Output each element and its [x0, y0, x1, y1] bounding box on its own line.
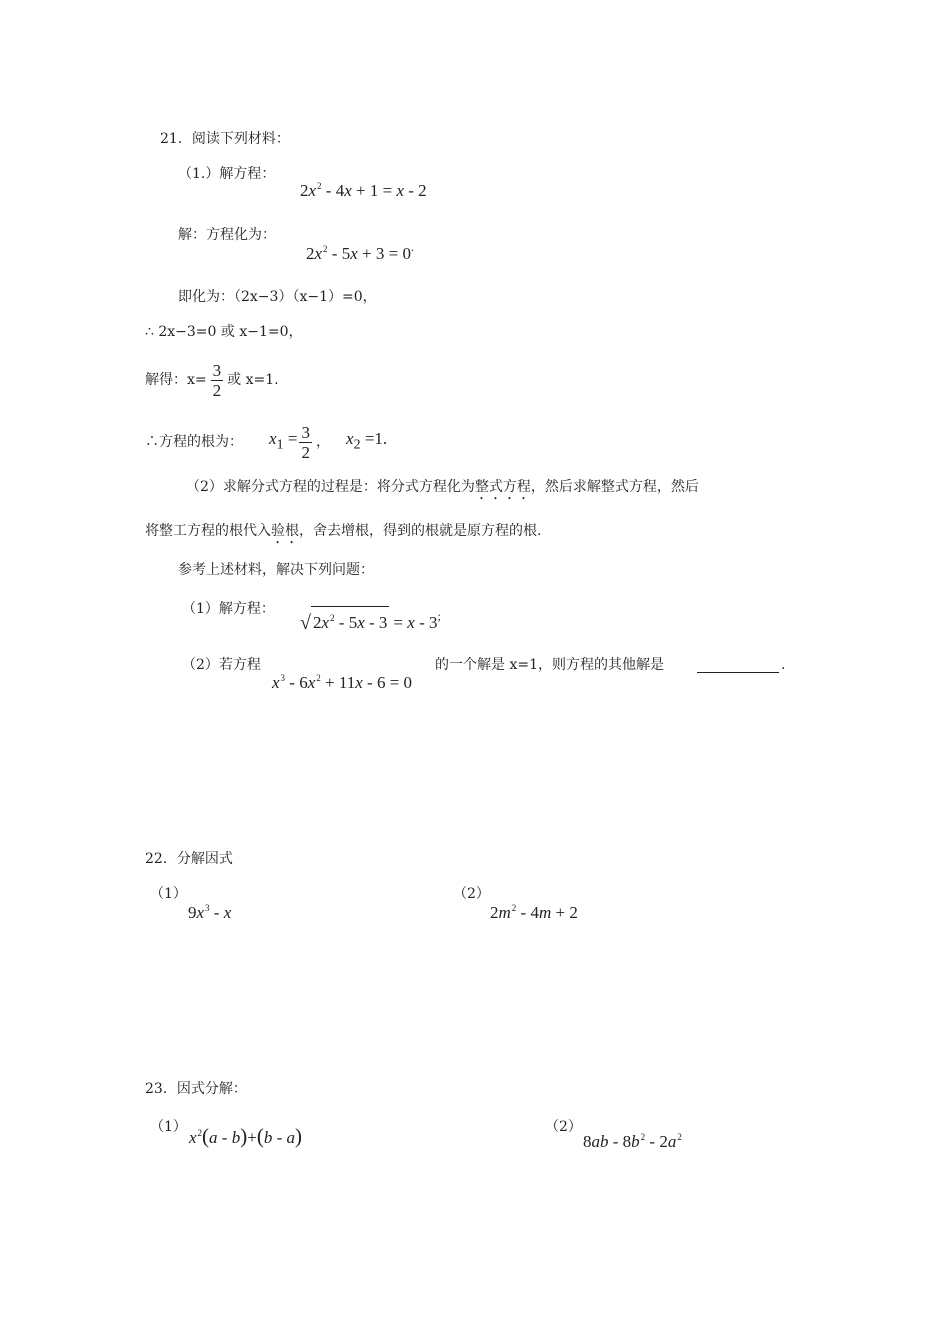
q23-label-2: （2）: [545, 1119, 582, 1135]
q21-solution-label: 解：方程化为：: [178, 227, 276, 243]
q21-task2-suffix: 的一个解是 x=1，则方程的其他解是: [435, 657, 664, 673]
emphasis-integral-equation: 整式方程: [474, 479, 531, 495]
q21-step-cases: ∴ 2x−3=0 或 x−1=0，: [145, 324, 303, 340]
q21-task1-equation: √ $2x^2 - 5x - 3$ = x - 3;: [300, 606, 441, 633]
q21-step-factored: 即化为：（2x−3）（x−1）=0，: [178, 289, 377, 305]
q21-solve-suffix: 或 x=1.: [227, 372, 279, 388]
q21-solve-prefix: 解得：x=: [145, 372, 207, 388]
emphasis-verify-root: 验根: [271, 523, 299, 539]
q21-step-solve: [145, 358, 279, 402]
q21-equation-2: $2x^2 - 5x + 3 = 0^.$: [306, 240, 414, 263]
q22-expression-2: $2m^2 - 4m + 2$: [490, 903, 578, 922]
q22-label-1: （1）: [150, 886, 187, 902]
q21-roots-line: ∴方程的根为： $x_1$ = $\frac{3}{2}$ ， $x_2 =1$.: [145, 422, 388, 462]
q21-task1-label: （1）解方程：: [182, 601, 275, 617]
square-root: √ $2x^2 - 5x - 3$: [300, 606, 389, 633]
q21-task2-end: .: [781, 657, 786, 673]
q21-part1-label: （1.）解方程：: [178, 166, 276, 182]
q21-part2-line1: （2）求解分式方程的过程是：将分式方程化为整式方程，然后求解整式方程，然后: [186, 479, 699, 495]
q21-root-x1: $x_1$ =: [269, 429, 298, 453]
answer-blank[interactable]: [697, 672, 779, 673]
q23-expression-1: $x^2(a - b)+(b - a)$: [189, 1124, 302, 1148]
q21-roots-label: ∴方程的根为：: [145, 434, 243, 450]
q22-heading: 22．分解因式: [145, 851, 233, 867]
q21-root-x1-fraction: $\frac{3}{2}$: [301, 422, 310, 462]
q21-task2-equation: $x^3 - 6x^2 + 11x - 6 = 0$: [272, 673, 413, 692]
q21-heading: 21．阅读下列材料：: [160, 131, 290, 147]
q22-label-2: （2）: [453, 886, 490, 902]
q21-fraction-three-halves: $\frac{3}{2}$: [212, 360, 222, 400]
q23-label-1: （1）: [150, 1119, 187, 1135]
q21-task2-prefix: （2）若方程: [182, 657, 261, 673]
q21-root-x2: $x_2 =1$.: [345, 429, 388, 453]
q23-heading: 23．因式分解：: [145, 1081, 247, 1097]
q21-equation-1: $2x^2 - 4x + 1 = x - 2$: [300, 181, 427, 200]
q23-expression-2: $8ab - 8b^2 - 2a^2$: [583, 1132, 682, 1151]
q22-expression-1: $9x^3$ - x: [188, 903, 232, 922]
q21-reference-line: 参考上述材料，解决下列问题：: [178, 562, 374, 578]
q21-part2-line2: 将整工方程的根代入验根，舍去增根，得到的根就是原方程的根.: [145, 523, 542, 539]
